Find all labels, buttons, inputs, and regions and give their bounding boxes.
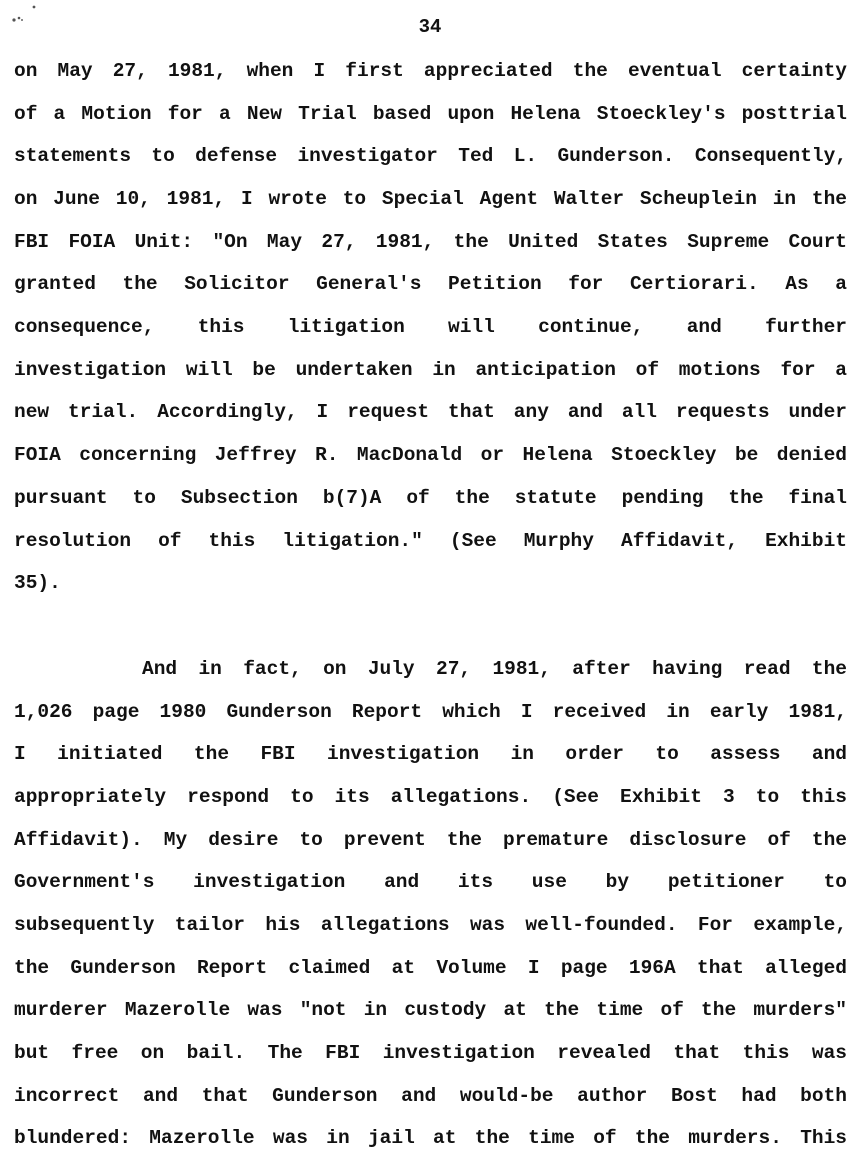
- paragraph-1-line-4: on June 10, 1981, I wrote to Special Agent Walter Scheuplein in the: [14, 188, 847, 210]
- paragraph-2-line-5: Affidavit). My desire to prevent the premature disclosure of the: [14, 829, 847, 851]
- paragraph-2-line-1: And in fact, on July 27, 1981, after having read the: [142, 658, 847, 680]
- paragraph-2-line-9: murderer Mazerolle was "not in custody at the time of the murders": [14, 999, 847, 1021]
- paragraph-2-line-11: incorrect and that Gunderson and would-be author Bost had both: [14, 1085, 847, 1107]
- paragraph-2-line-6: Government's investigation and its use by petitioner to: [14, 871, 847, 893]
- paragraph-1-line-13: 35).: [14, 572, 61, 594]
- paragraph-1-line-2: of a Motion for a New Trial based upon Helena Stoeckley's posttrial: [14, 103, 847, 125]
- paragraph-2-line-12: blundered: Mazerolle was in jail at the time of the murders. This: [14, 1127, 847, 1149]
- paragraph-1-line-8: investigation will be undertaken in anticipation of motions for a: [14, 359, 847, 381]
- paragraph-2-line-2: 1,026 page 1980 Gunderson Report which I received in early 1981,: [14, 701, 847, 723]
- paragraph-2-line-3: I initiated the FBI investigation in order to assess and: [14, 743, 847, 765]
- paragraph-1-line-10: FOIA concerning Jeffrey R. MacDonald or Helena Stoeckley be denied: [14, 444, 847, 466]
- paragraph-2-line-7: subsequently tailor his allegations was well-founded. For example,: [14, 914, 847, 936]
- paragraph-2-line-10: but free on bail. The FBI investigation revealed that this was: [14, 1042, 847, 1064]
- paragraph-1-line-12: resolution of this litigation." (See Murphy Affidavit, Exhibit: [14, 530, 847, 552]
- paragraph-1-line-7: consequence, this litigation will continue, and further: [14, 316, 847, 338]
- paragraph-1-line-11: pursuant to Subsection b(7)A of the statute pending the final: [14, 487, 847, 509]
- paragraph-2-line-4: appropriately respond to its allegations. (See Exhibit 3 to this: [14, 786, 847, 808]
- paragraph-1-line-1: on May 27, 1981, when I first appreciated the eventual certainty: [14, 60, 847, 82]
- paragraph-1-line-5: FBI FOIA Unit: "On May 27, 1981, the United States Supreme Court: [14, 231, 847, 253]
- paragraph-1-line-9: new trial. Accordingly, I request that any and all requests under: [14, 401, 847, 423]
- paragraph-1-line-3: statements to defense investigator Ted L. Gunderson. Consequently,: [14, 145, 847, 167]
- page-number: 34: [418, 16, 442, 38]
- paragraph-1-line-6: granted the Solicitor General's Petition for Certiorari. As a: [14, 273, 847, 295]
- paragraph-2-line-8: the Gunderson Report claimed at Volume I page 196A that alleged: [14, 957, 847, 979]
